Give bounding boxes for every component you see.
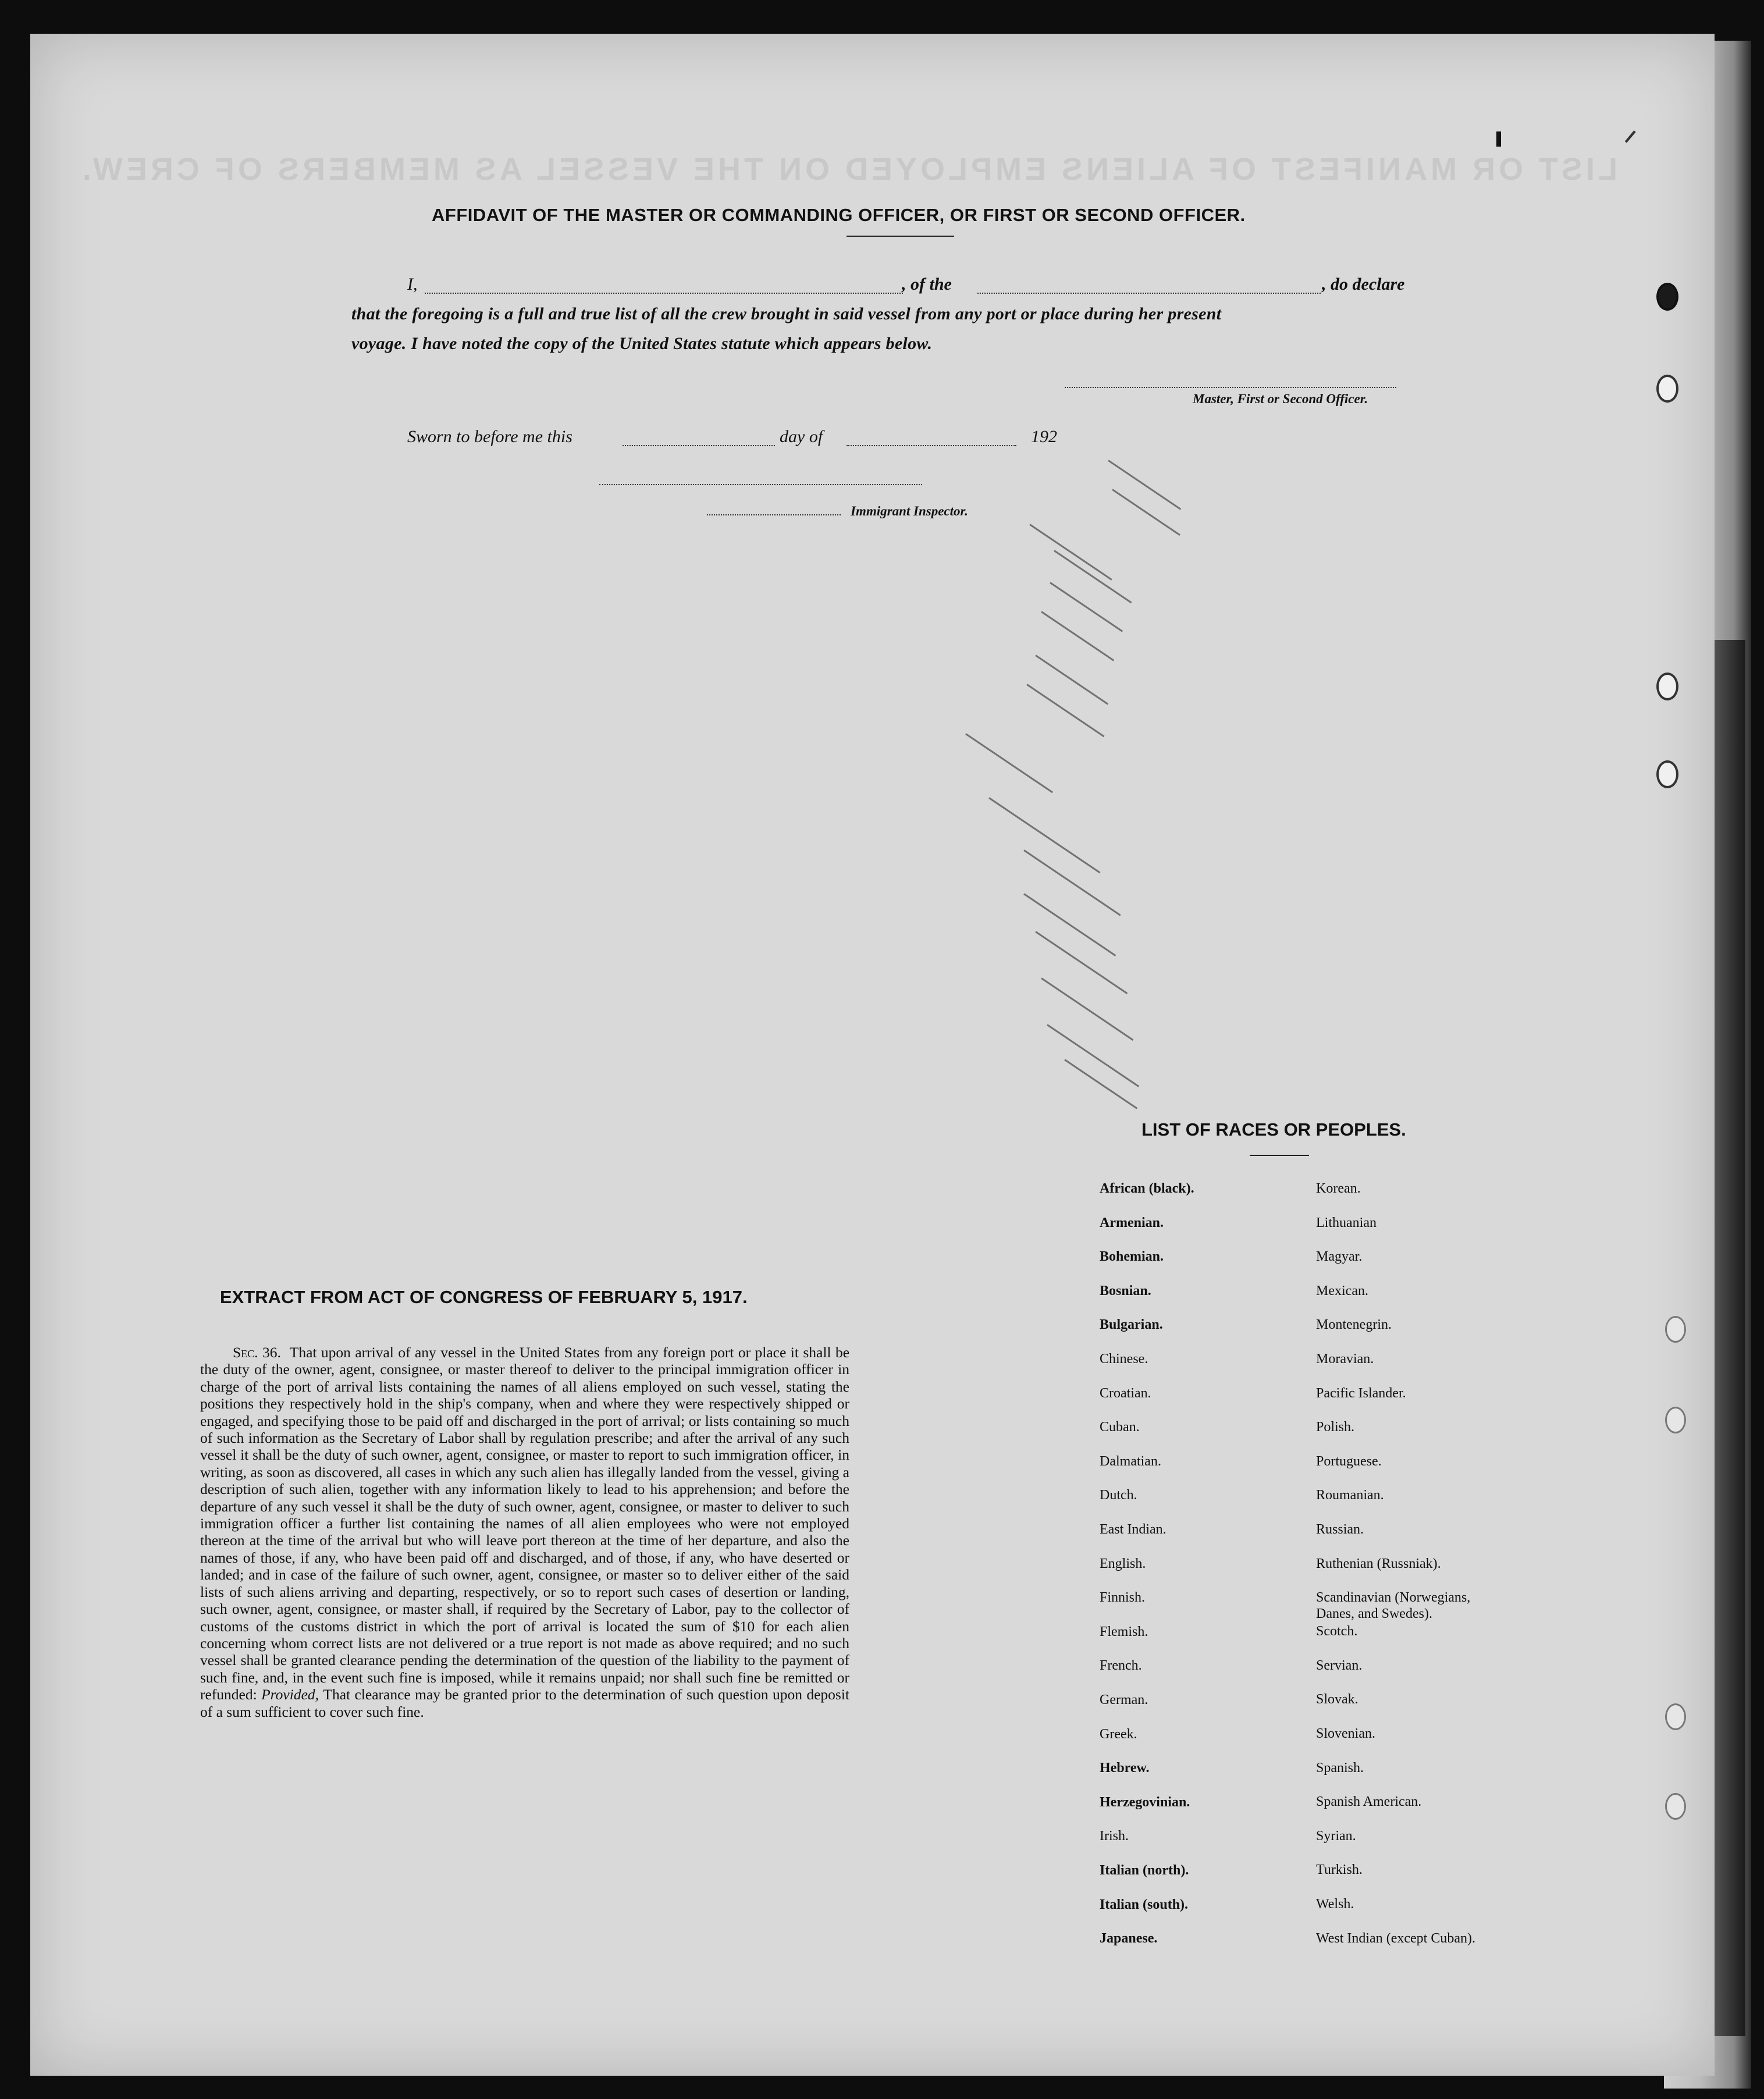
race-item: Flemish. (1100, 1624, 1148, 1639)
race-item: Turkish. (1316, 1862, 1363, 1878)
race-item: Russian. (1316, 1522, 1364, 1537)
punch-hole (1665, 1316, 1686, 1343)
handwritten-mark: ᐟ (1623, 123, 1638, 164)
punch-hole (1656, 760, 1678, 788)
race-item: Bohemian. (1100, 1249, 1164, 1265)
affidavit-title-rule (847, 236, 954, 237)
race-item: Polish. (1316, 1420, 1355, 1435)
race-item: West Indian (except Cuban). (1316, 1930, 1475, 1946)
race-item: Slovak. (1316, 1692, 1358, 1707)
race-item: Welsh. (1316, 1897, 1354, 1912)
race-item: Chinese. (1100, 1351, 1148, 1367)
race-item: Ruthenian (Russniak). (1316, 1556, 1441, 1571)
race-item: Dalmatian. (1100, 1453, 1161, 1469)
provided-label: Provided, (261, 1686, 319, 1703)
race-item: Croatian. (1100, 1385, 1151, 1401)
race-item: Bulgarian. (1100, 1317, 1163, 1333)
race-item: Mexican. (1316, 1283, 1368, 1298)
race-item: Japanese. (1100, 1931, 1158, 1947)
inspector-label: Immigrant Inspector. (851, 504, 968, 518)
bleed-through-text: LIST OR MANIFEST OF ALIENS EMPLOYED ON THE VESSEL AS MEMBERS OF CREW. (79, 152, 1617, 187)
sworn-day-line[interactable] (623, 445, 775, 446)
race-item: Scandinavian (Norwegians, (1316, 1590, 1471, 1606)
race-item: Italian (south). (1100, 1897, 1189, 1912)
section-text: That upon arrival of any vessel in the United States from any foreign port or place it shall be the duty of the owner, agent, consignee, or master thereof to deliver to the principal immigration officer in charge of the port of arrival lists containing the names of all aliens employed on such vessel, stating the positions they respectively hold in the ship's company, when and where they were respectively shipped or engaged, and specifying those to be paid off and discharged in the port of arrival; or lists containing so much of such information as the Secretary of Labor shall by regulation prescribe; and after the arrival of any such vessel it shall be the duty of such owner, agent, consignee, or master to report to such immigration officer, in writing, as soon as discovered, all cases in which any such alien has illegally landed from the vessel, giving a description of such alien, together with any information likely to lead to his apprehension; and before the departure of any such vessel it shall be the duty of such owner, agent, consignee, or master to deliver to such immigration officer a further list containing the names of all alien employees who were not employed thereon at the time of the arrival but who will leave port thereon at the time of her departure, and also the names of those, if any, who have been paid off and discharged, and of those, if any, who have deserted or landed; and in case of the failure of such owner, agent, consignee, or master so to deliver either of the said lists of such aliens arriving and departing, respectively, or so to report such cases of desertion or landing, such owner, agent, consignee, or master shall, if required by the Secretary of Labor, pay to the collector of customs of the customs district in which the port of arrival is located the sum of $10 for each alien concerning whom correct lists are not delivered or a true report is not made as above required; and no such vessel shall be granted clearance pending the determination of the question of the liability to the payment of such fine, and, in the event such fine is imposed, while it remains unpaid; nor shall such fine be remitted or refunded: (200, 1344, 850, 1703)
affidavit-do-declare-label: , do declare (1322, 275, 1405, 294)
race-item: East Indian. (1100, 1522, 1166, 1537)
officer-signature-line[interactable] (1065, 387, 1396, 388)
race-item: Bosnian. (1100, 1283, 1151, 1298)
race-item: Montenegrin. (1316, 1317, 1392, 1333)
race-item: Spanish. (1316, 1760, 1364, 1776)
inspector-signature-line-lower[interactable] (707, 514, 841, 515)
race-item: Slovenian. (1316, 1726, 1375, 1741)
race-item: African (black). (1100, 1181, 1194, 1196)
race-item: Italian (north). (1100, 1863, 1189, 1878)
race-item: Servian. (1316, 1657, 1363, 1673)
race-item: Cuban. (1100, 1420, 1140, 1435)
punch-hole (1665, 1407, 1686, 1433)
affidavit-line-2: that the foregoing is a full and true list of all the crew brought in said vessel from any port or place during her present (351, 304, 1222, 323)
race-item: Syrian. (1316, 1828, 1356, 1844)
underlying-sheet-shadow (1710, 640, 1745, 2036)
inspector-signature-line-upper[interactable] (599, 484, 922, 485)
vessel-name-line[interactable] (977, 293, 1321, 294)
sworn-month-line[interactable] (847, 445, 1016, 446)
punch-hole (1656, 673, 1678, 700)
race-item: Pacific Islander. (1316, 1385, 1406, 1401)
punch-hole (1665, 1793, 1686, 1820)
race-item: Hebrew. (1100, 1760, 1150, 1776)
races-title: LIST OF RACES OR PEOPLES. (1141, 1119, 1406, 1140)
races-title-rule (1250, 1155, 1309, 1156)
race-item: Scotch. (1316, 1624, 1358, 1639)
sworn-label: Sworn to before me this (407, 427, 572, 446)
punch-hole (1656, 283, 1678, 311)
race-item: Herzegovinian. (1100, 1794, 1190, 1810)
race-item: Roumanian. (1316, 1488, 1384, 1503)
handwritten-mark (1496, 131, 1501, 147)
race-item: Danes, and Swedes). (1316, 1606, 1432, 1622)
extract-title: EXTRACT FROM ACT OF CONGRESS OF FEBRUARY 5, 1917. (220, 1287, 748, 1307)
officer-signature-label: Master, First or Second Officer. (1193, 392, 1368, 406)
master-name-line[interactable] (425, 293, 903, 294)
punch-hole (1665, 1703, 1686, 1730)
punch-hole (1656, 375, 1678, 403)
race-item: Dutch. (1100, 1488, 1137, 1503)
extract-body (200, 1344, 849, 1720)
provided-text: That clearance may be granted prior to the determination of such question upon deposit of a sum sufficient to cover such fine. (200, 1686, 850, 1720)
race-item: Greek. (1100, 1726, 1137, 1742)
race-item: French. (1100, 1658, 1142, 1674)
day-of-label: day of (780, 427, 823, 446)
race-item: Armenian. (1100, 1215, 1164, 1230)
race-item: Spanish American. (1316, 1794, 1422, 1810)
affidavit-i-label: I, (407, 275, 418, 294)
affidavit-of-the-label: , of the (902, 275, 952, 294)
race-item: Moravian. (1316, 1351, 1374, 1367)
race-item: Lithuanian (1316, 1215, 1377, 1230)
year-label: 192 (1031, 427, 1057, 446)
race-item: Magyar. (1316, 1249, 1363, 1265)
race-item: Finnish. (1100, 1590, 1146, 1606)
affidavit-title: AFFIDAVIT OF THE MASTER OR COMMANDING OFFICER, OR FIRST OR SECOND OFFICER. (432, 205, 1246, 225)
race-item: German. (1100, 1692, 1148, 1707)
affidavit-line-3: voyage. I have noted the copy of the United States statute which appears below. (351, 334, 933, 353)
race-item: Irish. (1100, 1828, 1129, 1844)
section-label: Sec. 36. (233, 1344, 281, 1361)
race-item: English. (1100, 1556, 1146, 1571)
race-item: Portuguese. (1316, 1453, 1382, 1469)
race-item: Korean. (1316, 1181, 1361, 1196)
